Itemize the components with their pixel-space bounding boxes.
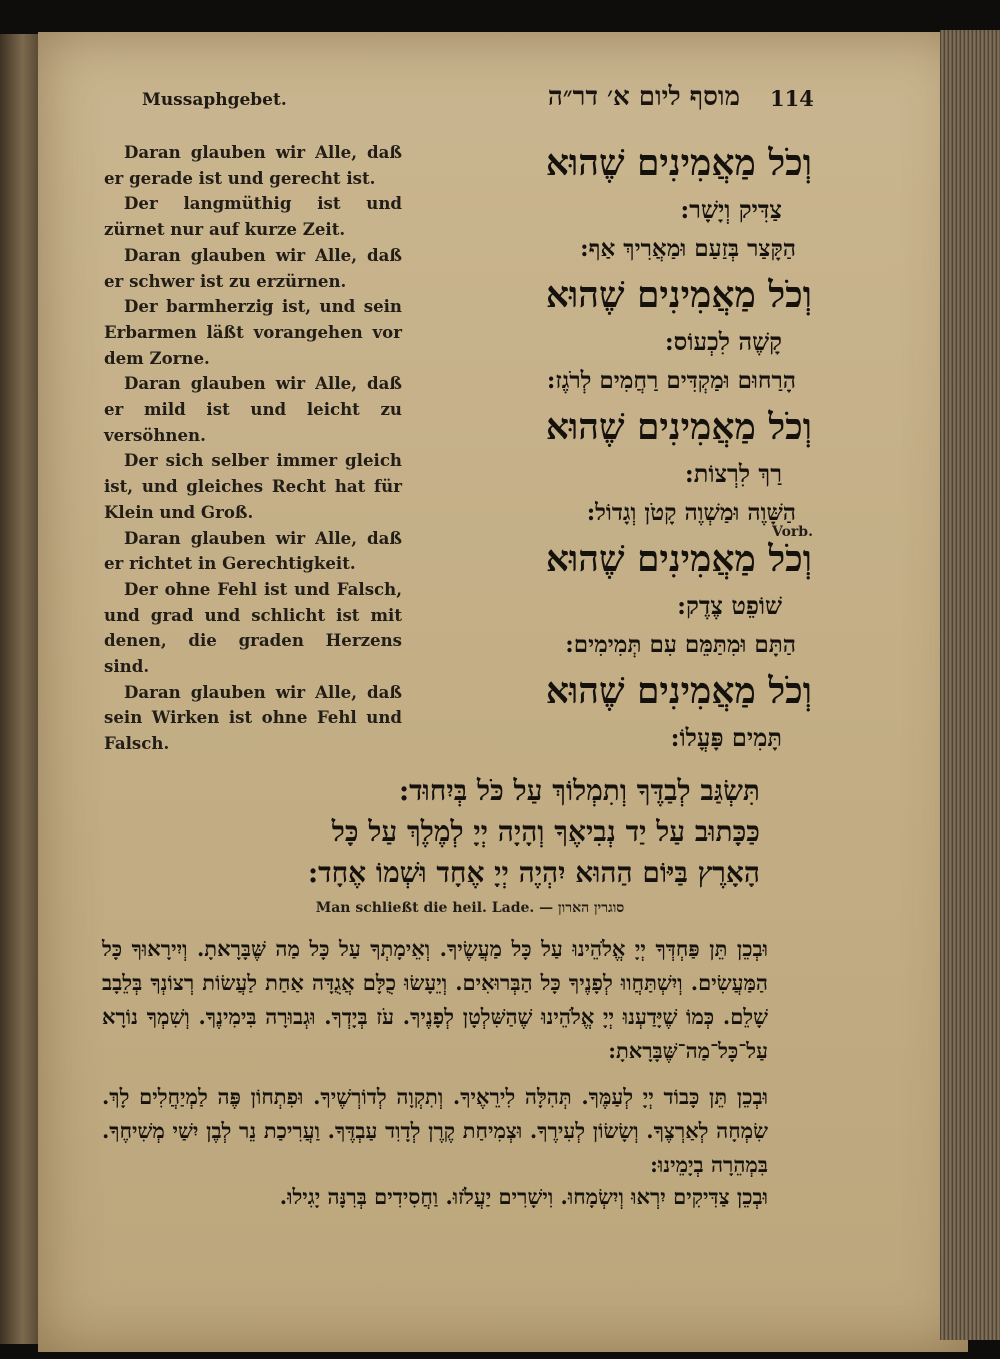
german-paragraph: Der langmüthig ist und zürnet nur auf kurze Zeit. — [104, 193, 402, 240]
hebrew-response-line: תָּמִים פָּעֳלוֹ: — [670, 723, 782, 752]
hebrew-prose-paragraph: וּבְכֵן תֵּן כָּבוֹד יְיָ לְעַמֶּךָ. תְּהִלָּה לִירֵאֶיךָ. וְתִקְוָה לְדוֹרְשֶׁיךָ. וּפִתְחוֹן פֶּה לַמְיַחֲלִים לָךְ. שִׂמְחָה לְאַרְצֶךָ. וְשָׂשׂוֹן לְעִירֶךָ. וּצְמִיחַת קֶרֶן לְדָוִד עַבְדֶּךָ. וַעֲרִיכַת נֵר לְבֶן יִשַׁי מְשִׁיחֶךָ. בִּמְהֵרָה בְיָמֵינוּ: — [102, 1084, 768, 1177]
hebrew-full-line: כַּכָּתוּב עַל יַד נְבִיאֶךָ וְהָיָה יְיָ לְמֶלֶךְ עַל כָּל — [331, 815, 760, 848]
hebrew-refrain-line: וְכֹל מַאֲמִינִים שֶׁהוּא — [545, 142, 812, 184]
german-translation-column — [104, 140, 402, 757]
hebrew-refrain-line: וְכֹל מַאֲמִינִים שֶׁהוּא — [545, 538, 812, 580]
hebrew-refrain-line: וְכֹל מַאֲמִינִים שֶׁהוּא — [545, 406, 812, 448]
rubric-instruction — [280, 900, 660, 917]
german-paragraph: Daran glauben wir Alle, daß er mild ist und leicht zu versöhnen. — [104, 373, 402, 445]
hebrew-prose-paragraph: וּבְכֵן תֵּן פַּחְדְּךָ יְיָ אֱלֹהֵינוּ עַל כָּל מַעֲשֶׂיךָ. וְאֵימָתְךָ עַל כָּל מַה שֶּׁבָּרָאתָ. וְיִירָאוּךָ כָּל הַמַּעֲשִׂים. וְיִשְׁתַּחֲווּ לְפָנֶיךָ כָּל הַבְּרוּאִים. וְיֵעָשׂוּ כֻלָּם אֲגֻדָּה אַחַת לַעֲשׂוֹת רְצוֹנְךָ בְּלֵבָב שָׁלֵם. כְּמוֹ שֶׁיָּדַעְנוּ יְיָ אֱלֹהֵינוּ שֶׁהַשִּׁלְטָן לְפָנֶיךָ. עֹז בְּיָדְךָ. וּגְבוּרָה בִּימִינֶךָ. וְשִׁמְךָ נוֹרָא עַל־כָּל־מַה־שֶּׁבָּרָאתָ: — [102, 936, 768, 1063]
reader-note: Vorb. — [772, 524, 813, 540]
german-paragraph: Daran glauben wir Alle, daß er schwer ist zu erzürnen. — [104, 244, 402, 291]
hebrew-verse-line: הַשָּׁוֶה וּמַשְׁוֶה קָטֹן וְגָדוֹל: — [586, 499, 796, 526]
hebrew-verse-line: הַקָּצַר בְּזַעַם וּמַאֲרִיךְ אַף: — [580, 235, 796, 262]
german-paragraph: Der sich selber immer gleich ist, und gleiches Recht hat für Klein und Groß. — [104, 450, 402, 522]
hebrew-refrain-line: וְכֹל מַאֲמִינִים שֶׁהוּא — [545, 274, 812, 316]
hebrew-refrain-line: וְכֹל מַאֲמִינִים שֶׁהוּא — [545, 670, 812, 712]
header-hebrew-title: מוסף ליום א׳ דר״ה — [547, 82, 740, 112]
left-page-edge — [0, 34, 38, 1344]
german-paragraph: Der barmherzig ist, und sein Erbarmen läßt vorangehen vor dem Zorne. — [104, 296, 402, 368]
page-stack-edge — [940, 30, 1000, 1340]
hebrew-full-width-block — [200, 770, 760, 893]
hebrew-response-line: קָשֶׁה לִכְעוֹס: — [664, 327, 782, 356]
hebrew-response-line: צַדִּיק וְיָשָׁר: — [680, 195, 782, 224]
rubric-hebrew: סוגרין הארון — [558, 900, 625, 916]
hebrew-prose-paragraph: וּבְכֵן צַדִּיקִים יִרְאוּ וְיִשְׂמָחוּ. וִישָׁרִים יַעֲלֹזוּ. וַחֲסִידִים בְּרִנָּה יָגִילוּ. — [279, 1184, 768, 1209]
german-paragraph: Daran glauben wir Alle, daß er richtet in Gerechtigkeit. — [104, 527, 402, 574]
hebrew-verse-line: הָרַחוּם וּמַקְדִּים רַחֲמִים לְרֹגֶז: — [546, 367, 796, 394]
hebrew-response-line: רַךְ לִרְצוֹת: — [684, 459, 782, 488]
hebrew-full-line: הָאָרֶץ בַּיּוֹם הַהוּא יִהְיֶה יְיָ אֶחָד וּשְׁמוֹ אֶחָד: — [307, 856, 760, 889]
hebrew-piyyut-column — [420, 136, 812, 758]
hebrew-full-line: תִּשְׂגַּב לְבַדֶּךָ וְתִמְלוֹךְ עַל כֹּל בְּיִחוּד: — [398, 774, 760, 807]
hebrew-response-line: שׁוֹפֵט צֶדֶק: — [677, 591, 782, 620]
german-paragraph: Daran glauben wir Alle, daß sein Wirken ist ohne Fehl und Falsch. — [104, 681, 402, 754]
hebrew-verse-line: הַתָּם וּמִתַּמֵּם עִם תְּמִימִים: — [565, 631, 796, 658]
page-number: 114 — [770, 86, 814, 111]
german-paragraph: Der ohne Fehl ist und Falsch, und grad und schlicht ist mit denen, die graden Herzens sind. — [104, 578, 402, 677]
german-paragraph: Daran glauben wir Alle, daß er gerade ist und gerecht ist. — [104, 142, 402, 188]
header-german-title: Mussaphgebet. — [142, 90, 287, 110]
rubric-german: Man schließt die heil. Lade. — — [315, 900, 554, 916]
